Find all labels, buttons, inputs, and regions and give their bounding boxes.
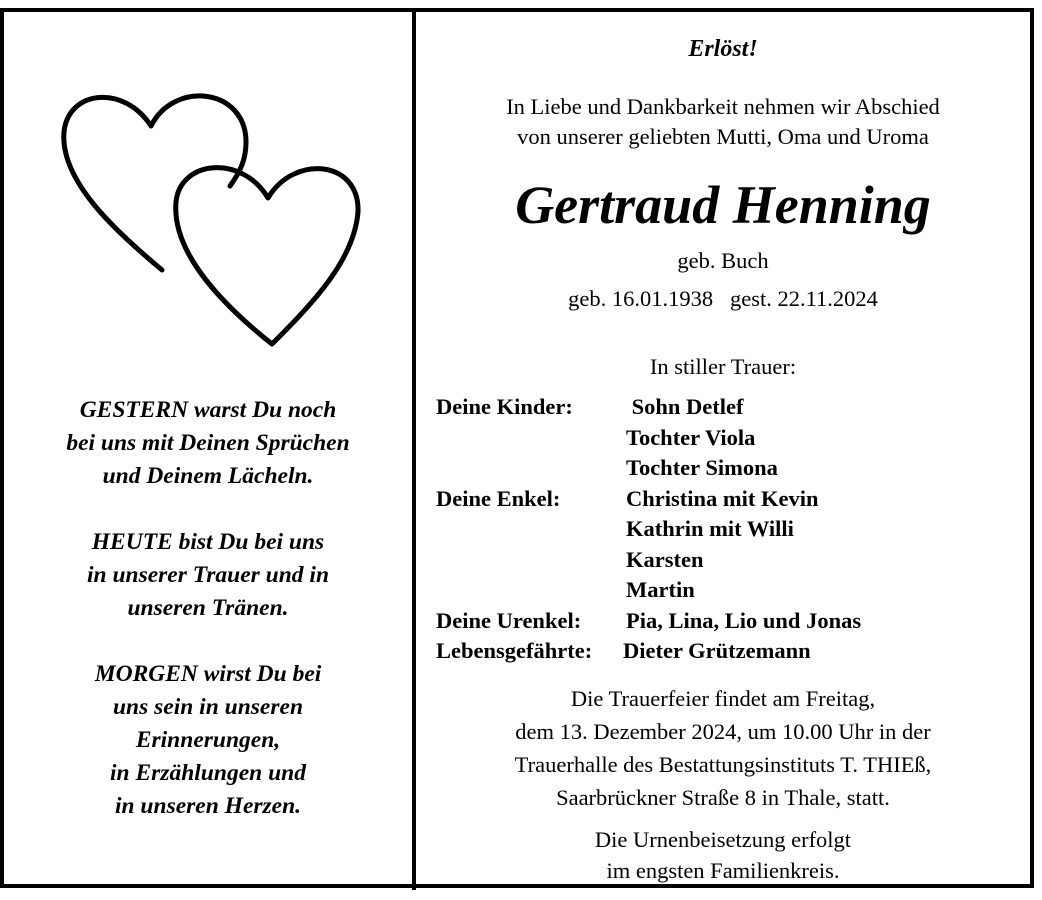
family-row [436, 392, 861, 423]
family-row [436, 545, 861, 576]
verse-today [4, 526, 412, 625]
verse-line: uns sein in unseren [112, 694, 304, 720]
two-hearts-icon [54, 80, 374, 360]
family-list [436, 392, 861, 667]
birth-name: geb. Buch [677, 248, 769, 273]
ceremony-line: Trauerhalle des Bestattungsinstituts T. THIEß, [514, 752, 932, 777]
verse-line: GESTERN warst Du noch [79, 397, 337, 423]
verse-line: HEUTE bist Du bei uns [91, 529, 325, 555]
verse-line: MORGEN wirst Du bei [94, 661, 322, 687]
family-row [436, 423, 861, 454]
verse-line: unseren Tränen. [127, 595, 289, 621]
urn-burial-info [416, 824, 1030, 886]
family-relation [436, 545, 626, 576]
intro-text [416, 92, 1030, 152]
deceased-name: Gertraud Henning [515, 175, 931, 235]
death-date: gest. 22.11.2024 [729, 286, 878, 311]
family-member: Dieter Grützemann [623, 638, 811, 663]
family-row [436, 514, 861, 545]
verse-line: und Deinem Lächeln. [102, 463, 314, 489]
family-row [436, 453, 861, 484]
urn-line: im engsten Familienkreis. [606, 858, 840, 883]
family-member: Tochter Viola [626, 424, 756, 450]
ceremony-line: Die Trauerfeier findet am Freitag, [570, 686, 876, 711]
birth-date: geb. 16.01.1938 [568, 286, 714, 311]
ceremony-line: Saarbrückner Straße 8 in Thale, statt. [556, 785, 890, 810]
family-member: Tochter Simona [626, 455, 778, 480]
urn-line: Die Urnenbeisetzung erfolgt [594, 827, 852, 852]
family-member: Kathrin mit Willi [626, 516, 794, 541]
family-member: Karsten [626, 546, 704, 572]
verse-line: in unserer Trauer und in [86, 562, 330, 588]
family-member: Christina mit Kevin [626, 485, 819, 511]
intro-line: In Liebe und Dankbarkeit nehmen wir Abschied [506, 94, 940, 119]
family-member: Sohn Detlef [626, 394, 744, 419]
family-relation [436, 514, 626, 545]
left-column [4, 12, 412, 886]
life-dates [416, 286, 1030, 312]
mourning-label: In stiller Trauer: [649, 354, 797, 379]
motto: Erlöst! [688, 36, 758, 62]
family-row [436, 575, 861, 606]
verse-line: in unseren Herzen. [114, 793, 302, 819]
family-row [436, 606, 861, 637]
verse-line: Erinnerungen, [135, 727, 281, 753]
family-row [436, 484, 861, 515]
ceremony-info [416, 682, 1030, 814]
family-relation: Deine Urenkel: [436, 607, 582, 633]
family-relation: Deine Kinder: [436, 394, 573, 419]
family-member: Pia, Lina, Lio und Jonas [626, 607, 862, 633]
family-relation [436, 453, 626, 484]
verse-line: bei uns mit Deinen Sprüchen [66, 430, 350, 456]
ceremony-line: dem 13. Dezember 2024, um 10.00 Uhr in der [515, 719, 931, 744]
family-relation [436, 423, 626, 454]
family-relation: Lebensgefährte: [436, 638, 593, 663]
right-column [416, 12, 1030, 886]
family-relation: Deine Enkel: [436, 485, 561, 511]
verse-yesterday [4, 394, 412, 493]
family-row [436, 636, 861, 667]
family-relation [436, 575, 626, 606]
verse-line: in Erzählungen und [110, 760, 306, 786]
verse-tomorrow [4, 658, 412, 823]
family-member: Martin [626, 577, 695, 602]
intro-line: von unserer geliebten Mutti, Oma und Uroma [517, 124, 929, 149]
